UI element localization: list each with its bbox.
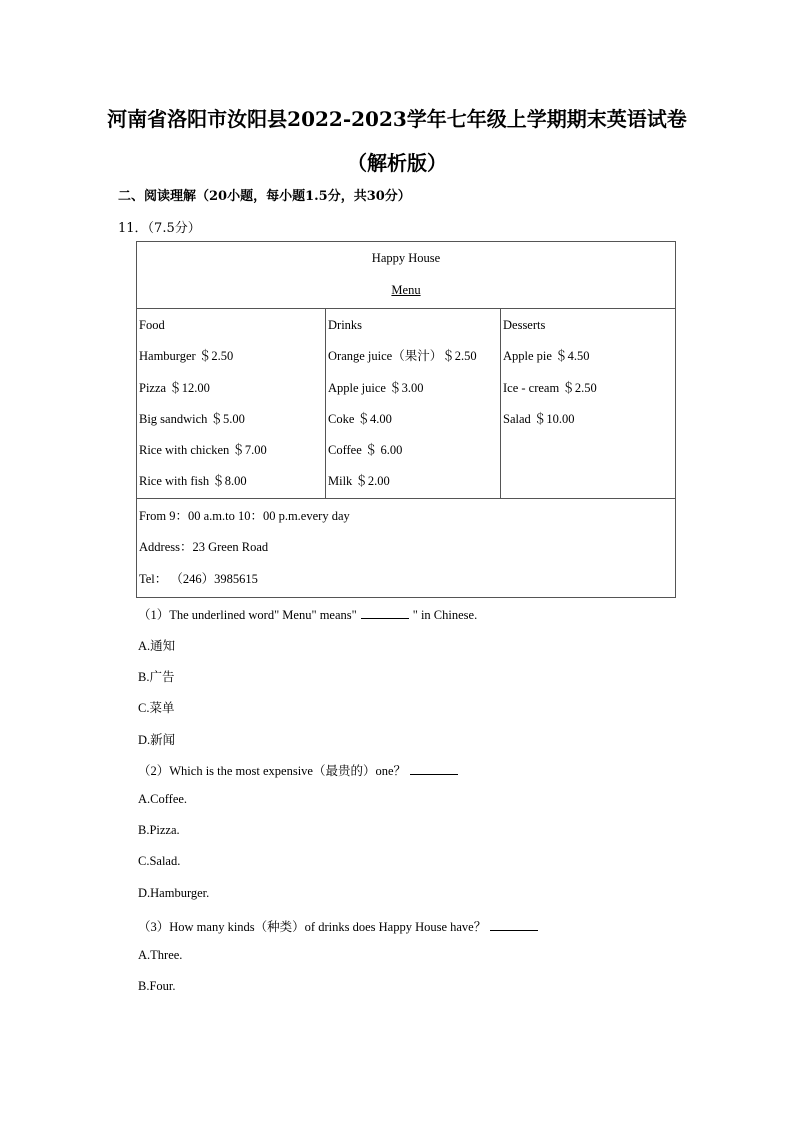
column-heading: Desserts [503,318,546,332]
menu-item: Apple juice ＄3.00 [328,380,424,395]
question-2 [138,761,462,779]
option[interactable]: B.广告 [138,670,175,684]
menu-item: Ice - cream ＄2.50 [503,380,597,395]
answer-blank[interactable] [490,919,538,931]
option[interactable]: B.Four. [138,979,176,993]
menu-header-cell [137,242,676,309]
option[interactable]: C.Salad. [138,854,181,868]
option[interactable]: D.Hamburger. [138,886,210,900]
drinks-column [326,309,501,499]
menu-item: Apple pie ＄4.50 [503,349,590,364]
option[interactable]: A.Coffee. [138,792,188,806]
desserts-column [501,309,676,499]
menu-item: Pizza ＄12.00 [139,380,210,395]
option[interactable]: D.新闻 [138,733,176,747]
info-cell [137,499,676,598]
menu-item: Coffee ＄ 6.00 [328,443,403,458]
question-text: （2）Which is the most expensive（最贵的）one？ [138,764,407,778]
question-number: 11．（7.5分） [118,221,201,236]
menu-item: Rice with fish ＄8.00 [139,474,247,489]
food-column [137,309,326,499]
option[interactable]: C.菜单 [138,701,175,715]
menu-item: Hamburger ＄2.50 [139,349,234,364]
column-heading: Food [139,318,165,332]
menu-item: Coke ＄4.00 [328,411,392,426]
question-3 [138,917,542,935]
column-heading: Drinks [328,318,363,332]
option[interactable]: A.Three. [138,948,183,962]
menu-item: Orange juice（果汁）＄2.50 [328,349,477,364]
menu-title: Menu [391,283,421,297]
menu-table [136,241,676,598]
question-1 [138,605,477,623]
question-text: （3）How many kinds（种类）of drinks does Happy House have？ [138,920,487,934]
opening-hours: From 9：00 a.m.to 10：00 p.m.every day [139,509,350,523]
address: Address：23 Green Road [139,540,269,555]
restaurant-name: Happy House [371,251,441,265]
option[interactable]: B.Pizza. [138,823,180,837]
option[interactable]: A.通知 [138,639,176,653]
section-heading: 二、阅读理解（20小题，每小题1.5分，共30分） [118,189,411,204]
page-title: 河南省洛阳市汝阳县2022-2023学年七年级上学期期末英语试卷 [107,107,687,131]
menu-item: Big sandwich ＄5.00 [139,411,245,426]
page-subtitle: （解析版） [347,151,447,175]
menu-item: Milk ＄2.00 [328,474,390,489]
telephone: Tel： （246）3985615 [139,571,258,586]
question-suffix: " in Chinese. [412,608,478,622]
answer-blank[interactable] [410,763,458,775]
menu-item: Rice with chicken ＄7.00 [139,443,267,458]
question-text: （1）The underlined word" Menu" means" [138,608,357,622]
menu-item: Salad ＄10.00 [503,411,575,426]
answer-blank[interactable] [361,607,409,619]
